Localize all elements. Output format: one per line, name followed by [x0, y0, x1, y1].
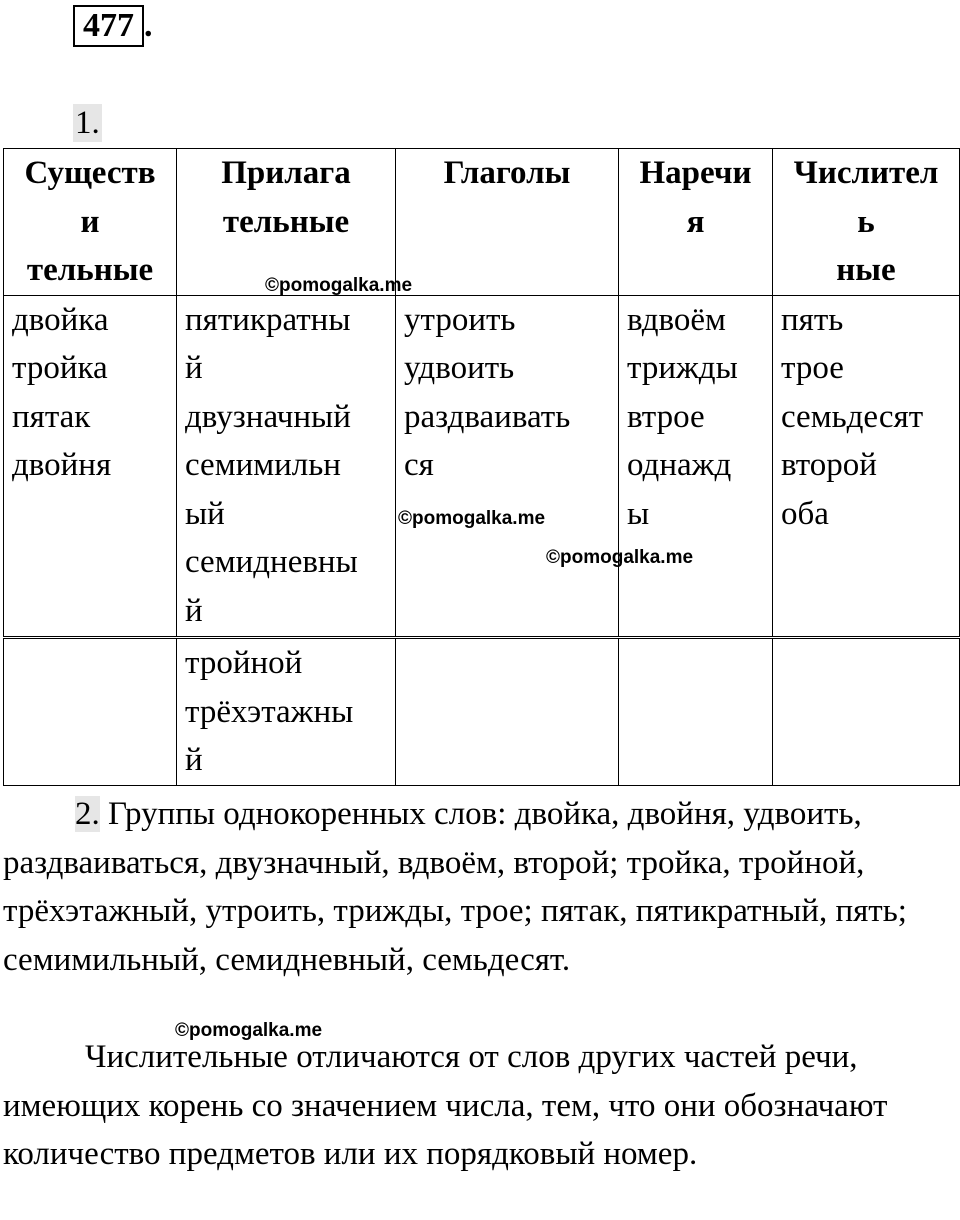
cell-word: й	[185, 350, 203, 386]
cell-word: семидневны	[185, 544, 358, 580]
header-line: тельные	[222, 203, 350, 240]
cell-word: удвоить	[404, 350, 515, 386]
exercise-number	[73, 5, 153, 43]
header-line: ь	[857, 203, 875, 240]
watermark: ©pomogalka.me	[398, 508, 546, 529]
table-row	[4, 295, 960, 636]
cell-word: трижды	[627, 350, 738, 386]
exercise-number-box: 477	[73, 5, 144, 47]
cell-word: двойка	[12, 301, 109, 338]
cell-word: двойня	[12, 447, 112, 483]
header-line: Числител	[793, 155, 939, 191]
watermark: ©pomogalka.me	[265, 275, 413, 296]
cell-word: й	[185, 592, 203, 629]
cell-word: пятикратны	[185, 301, 351, 338]
cell-word: вдвоём	[627, 301, 726, 338]
cell-word: й	[185, 742, 203, 778]
cell-nouns	[4, 295, 177, 636]
cell-word: втрое	[627, 398, 705, 435]
cell-word: ый	[185, 495, 225, 532]
conclusion-paragraph: Числительные отличаются от слов других частей речи, имеющих корень со значением числа, тем, что они обозначают количество предметов или их порядковый номер.	[3, 1039, 888, 1172]
cell2-numerals	[773, 639, 960, 786]
cell-word: утроить	[404, 301, 516, 338]
cell-verbs	[396, 295, 619, 636]
header-numerals	[773, 149, 960, 296]
cell-word: тройка	[12, 350, 108, 386]
header-verbs	[396, 149, 619, 296]
part2-paragraph	[3, 790, 953, 984]
cell-word: ся	[404, 447, 434, 483]
table-row	[4, 639, 960, 786]
cell-word: второй	[781, 447, 877, 483]
header-line: ные	[836, 252, 896, 288]
parts-of-speech-table	[3, 148, 960, 637]
header-line: Глаголы	[443, 155, 571, 191]
part1-label: 1.	[75, 105, 100, 141]
parts-of-speech-table-continued	[3, 638, 960, 786]
cell2-adverbs	[619, 639, 773, 786]
cell-word: ы	[627, 495, 650, 532]
table-header-row	[4, 149, 960, 296]
cell-word: пятак	[12, 398, 91, 435]
cell-word: раздваивать	[404, 398, 571, 435]
header-adverbs	[619, 149, 773, 296]
header-line: Прилага	[221, 155, 351, 191]
cell2-verbs	[396, 639, 619, 786]
cell-word: пять	[781, 301, 844, 338]
cell-word: однажд	[627, 447, 732, 483]
header-line: Существ	[24, 155, 156, 191]
part2-label: 2.	[75, 796, 100, 832]
part2-text: Группы однокоренных слов: двойка, двойня, удвоить, раздваиваться, двузначный, вдвоём, второй; тройка, тройной, трёхэтажный, утроить, трижды, трое; пятак, пятикратный, пять; семимильный, семидневный, семьдесят.	[3, 796, 907, 978]
cell-adverbs	[619, 295, 773, 636]
cell2-nouns	[4, 639, 177, 786]
watermark: ©pomogalka.me	[175, 1020, 323, 1041]
header-nouns	[4, 149, 177, 296]
cell-word: трое	[781, 350, 844, 386]
cell-word: семимильн	[185, 447, 341, 483]
cell-word: оба	[781, 495, 829, 532]
header-line: и	[80, 203, 100, 240]
header-line: тельные	[26, 252, 154, 288]
watermark: ©pomogalka.me	[546, 547, 694, 568]
cell-adjectives	[177, 295, 396, 636]
cell-word: двузначный	[185, 398, 351, 435]
cell-word: семьдесят	[781, 398, 924, 435]
header-line: Наречи	[639, 155, 752, 191]
cell-numerals	[773, 295, 960, 636]
cell2-adjectives	[177, 639, 396, 786]
cell-word: тройной	[185, 645, 303, 681]
cell-word: трёхэтажны	[185, 693, 354, 730]
header-adjectives	[177, 149, 396, 296]
exercise-number-suffix: .	[144, 7, 153, 44]
header-line: я	[686, 203, 705, 240]
